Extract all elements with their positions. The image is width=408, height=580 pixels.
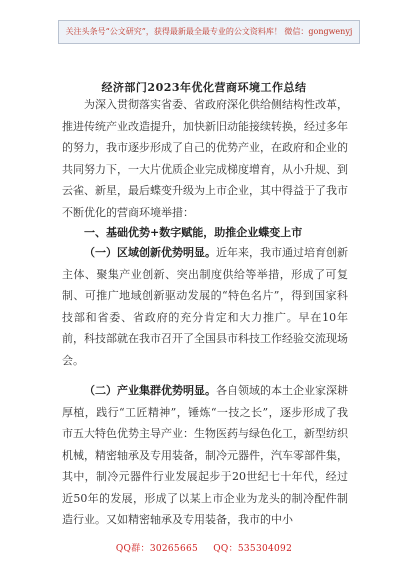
section-heading: 一、基础优势+数字赋能，助推企业蝶变上市 xyxy=(84,226,303,239)
footer-qq-group: QQ群：30265665 xyxy=(115,544,199,554)
paragraph-regional-innovation xyxy=(62,242,348,371)
paragraph-lead: （一）区域创新优势明显。 xyxy=(84,246,216,259)
paragraph-industry-cluster xyxy=(62,380,348,531)
banner-text: 关注头条号“公文研究”，获得最新最全最专业的公文资料库！ 微信：gongwenyj xyxy=(65,27,353,36)
header-banner xyxy=(58,20,360,44)
paragraph-body: 各自领域的本土企业家深耕厚植，践行“工匠精神”，锤炼“一技之长”，逐步形成了我市五大特色优势主导产业：生物医药与绿色化工，新型纺织机械，精密轴承及专用装备，制冷元器件，汽车零部件集，其中，制冷元器件行业发展起步于20世纪七十年代，经过近50年的发展，形成了以某上市企业为龙头的制冷配件制造行业。又如精密轴承及专用装备，我市的中小 xyxy=(62,384,348,526)
document-title: 经济部门2023年优化营商环境工作总结 xyxy=(101,81,307,94)
paragraph-body: 近年来，我市通过培育创新主体、聚集产业创新、突出制度供给等举措，形成了可复制、可推广地域创新驱动发展的“特色名片”，得到国家科技部和省委、省政府的充分肯定和大力推广。早在10年前，科技部就在我市召开了全国县市科技工作经验交流现场会。 xyxy=(62,246,348,367)
footer-qq: QQ：535304092 xyxy=(213,544,293,554)
intro-paragraph: 为深入贯彻落实省委、省政府深化供给侧结构性改革，推进传统产业改造提升，加快新旧动能接续转换，经过多年的努力，我市逐步形成了自己的优势产业，在政府和企业的共同努力下，一大片优质企业完成梯度增育，从小升规、到云雀、新星，最后蝶变升级为上市企业，其中得益于了我市不断优化的营商环境举措： xyxy=(62,98,348,219)
paragraph-lead: （二）产业集群优势明显。 xyxy=(84,384,216,397)
footer-contact xyxy=(0,541,408,554)
